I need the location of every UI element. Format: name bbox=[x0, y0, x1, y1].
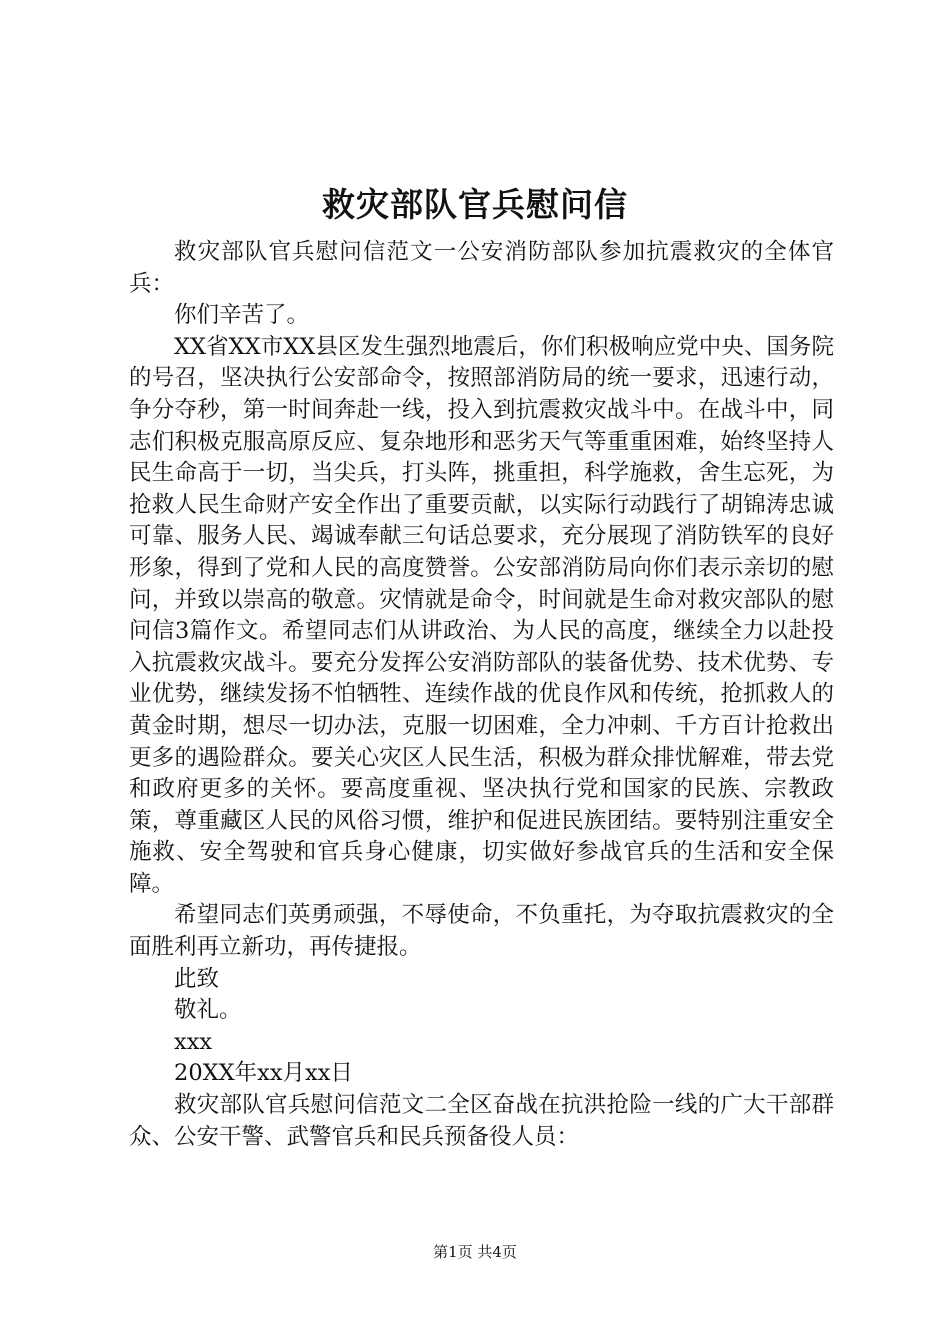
wish-paragraph: 希望同志们英勇顽强，不辱使命，不负重托，为夺取抗震救灾的全面胜利再立新功，再传捷报。 bbox=[129, 902, 834, 961]
document-body bbox=[129, 237, 834, 1153]
closing-jingli: 敬礼。 bbox=[174, 997, 242, 1024]
closing-cizhi: 此致 bbox=[174, 965, 220, 992]
date-line: 20XX年xx月xx日 bbox=[174, 1060, 353, 1087]
page-number-footer: 第1页 共4页 bbox=[433, 1243, 517, 1261]
second-letter-salutation: 救灾部队官兵慰问信范文二全区奋战在抗洪抢险一线的广大干部群众、公安干警、武警官兵和民兵预备役人员： bbox=[129, 1092, 834, 1150]
main-paragraph: XX省XX市XX县区发生强烈地震后，你们积极响应党中央、国务院的号召，坚决执行公安部命令，按照部消防局的统一要求，迅速行动，争分夺秒，第一时间奔赴一线，投入到抗震救灾战斗中。在战斗中，同志们积极克服高原反应、复杂地形和恶劣天气等重重困难，始终坚持人民生命高于一切，当尖兵，打头阵，挑重担，科学施救，舍生忘死，为抢救人民生命财产安全作出了重要贡献，以实际行动践行了胡锦涛忠诚可靠、服务人民、竭诚奉献三句话总要求，充分展现了消防铁军的良好形象，得到了党和人民的高度赞誉。公安部消防局向你们表示亲切的慰问，并致以崇高的敬意。灾情就是命令，时间就是生命对救灾部队的慰问信3篇作文。希望同志们从讲政治、为人民的高度，继续全力以赴投入抗震救灾战斗。要充分发挥公安消防部队的装备优势、技术优势、专业优势，继续发扬不怕牺牲、连续作战的优良作风和传统，抢抓救人的黄金时期，想尽一切办法，克服一切困难，全力冲刺、千方百计抢救出更多的遇险群众。要关心灾区人民生活，积极为群众排忧解难，带去党和政府更多的关怀。要高度重视、坚决执行党和国家的民族、宗教政策，尊重藏区人民的风俗习惯，维护和促进民族团结。要特别注重安全施救、安全驾驶和官兵身心健康，切实做好参战官兵的生活和安全保障。 bbox=[129, 333, 834, 897]
signature: xxx bbox=[174, 1028, 213, 1055]
greeting-paragraph: 你们辛苦了。 bbox=[174, 302, 310, 329]
document-title: 救灾部队官兵慰问信 bbox=[322, 185, 628, 224]
salutation-paragraph: 救灾部队官兵慰问信范文一公安消防部队参加抗震救灾的全体官兵： bbox=[129, 239, 834, 297]
